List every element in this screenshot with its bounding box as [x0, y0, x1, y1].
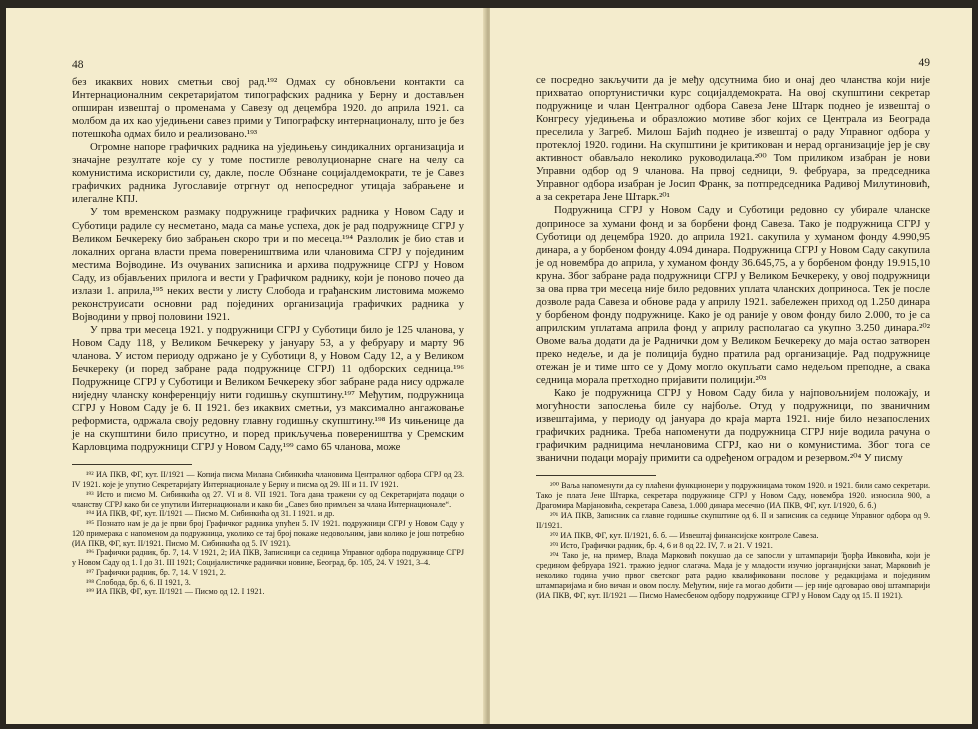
paragraph: Како је подружница СГРЈ у Новом Саду била у најповољнијем положају, и могућности запослења биле су најбоље. Отуд у подружници, по званичним извештајима, у периоду од јануара до краја марта 1921. није било незапослених графичких радника. Треба напоменути да подружница СГРЈ није водила рачуна о графичким радницима нечлановима СГРЈ, као ни о комунистима. Због тога се званични подаци морају примити са одређеном оградом и резервом.²⁰⁴ У писму [536, 387, 930, 465]
right-page [490, 8, 972, 724]
paragraph: У том временском размаку подружнице графичких радника у Новом Саду и Суботици радиле су несметано, мада са мање успеха, док је рад подружнице СГРЈ у Великом Бечкереку био забрањен скоро три и по месеца.¹⁹⁴ Разлолик је био став и локалних органа власти према повереништвима или члановима СГРЈ у појединим местима Војводине. Из очуваних записника и архива подружнице СГРЈ у Новом Саду, из објављених прилога и вести у Графичком раднику, који је поново почео да излази 1. априла,¹⁹⁵ неких вести у листу Слобода и грађанским листовима можемо реконструисати основни рад појединих организација графичких радника у Војводини у првој половини 1921. [72, 206, 464, 323]
footnote: ²⁰⁴ Тако је, на пример, Влада Марковић покушао да се запосли у штампарији Ђорђа Ивковића, који је средином фебруара 1921. тражио једног слагача. Мада је у младости изучио јорганџијски занат, Марковић је неколико година учио првог светског рата радио квалификовани послове у редакцијама и појединим штампаријама и био вичан и овом послу. Међутим, није га могао добити — јер није одговарао овој штампарији (ИА ПКВ, ФГ, кут. II/1921 — Писмо Намесбеном одбору подружнице СГРЈ у Новом Саду од 15. II 1921). [536, 551, 930, 601]
footnote: ¹⁹⁵ Познато нам је да је први број Графичког радника упућен 5. IV 1921. подружници СГРЈ у Новом Саду у 120 примерака с напоменом да подружница, уколико се тај број покаже недовољним, јави колико је још потребно (ИА ПКВ, ФГ, кут. II/1921. Писмо М. Сибинкића од 5. IV 1921). [72, 519, 464, 548]
paragraph: без икаквих нових сметњи свој рад.¹⁹² Одмах су обновљени контакти са Интернационалним секретаријатом типографских радника у Берну и достављен опширан извештај о променама у Савезу од децембра 1920. до априла 1921. са молбом да их као уједињени савез прими у Типографску интернационалу, што је без потешкоћа одмах било и реализовано.¹⁹³ [72, 76, 464, 141]
footnote: ²⁰⁰ Ваља напоменути да су плаћени функционери у подружницама током 1920. и 1921. били само секретари. Тако је плата Јене Штарка, секретара подружнице СГРЈ у Новом Саду, новембра 1920. износила 900, а Драгомира Марјановића, секретара Савеза, 1.000 динара месечно (ИА ПКВ, ФГ, кут. I/1920, б. б.) [536, 481, 930, 511]
footnote: ¹⁹⁹ ИА ПКВ, ФГ, кут. II/1921 — Писмо од 12. I 1921. [86, 587, 265, 597]
footnote: ²⁰³ Исто, Графички радник, бр. 4, 6 и 8 од 22. IV, 7. и 21. V 1921. [550, 541, 773, 551]
footnote-rule [72, 464, 192, 465]
footnotes [72, 470, 464, 597]
paragraph: У прва три месеца 1921. у подружници СГРЈ у Суботици било је 125 чланова, у Новом Саду 118, у Великом Бечкереку у јануару 53, а у фебруару и марту 96 чланова. У истом периоду одржано је у Суботици 8, у Новом Саду 12, а у Великом Бечкереку (и поред забране рада подружнице СГРЈ) 11 одборских седница.¹⁹⁶ Подружнице СГРЈ у Суботици и Великом Бечкереку због забране рада нису одржале ниједну чланску конференцију нити годишњу скупштину.¹⁹⁷ Међутим, подружница СГРЈ у Новом Саду је 6. II 1921. без икаквих сметњи, уз максимално ангажовање реформиста, одржала своју редовну главну годишњу скупштину.¹⁹⁸ Из чињенице да је на скупштини било присутно, и поред прикључења повереништва у Сремским Карловцима подружници СГРЈ у Новом Саду,¹⁹⁹ само 65 чланова, може [72, 323, 464, 454]
page-body [536, 74, 930, 465]
footnotes [536, 481, 930, 601]
paragraph: Огромне напоре графичких радника на уједињењу синдикалних организација и значајне резултате које су у томе постигле револуционарне снаге на челу са комунистима искористили су, дакле, после Обзнане социјалдемократи, те је Савез графичких радника Југославије отргнут од непосредног утицаја забрањене и илегалне КПЈ. [72, 141, 464, 206]
page-number: 48 [72, 59, 84, 71]
footnote: ¹⁹⁸ Слобода, бр. 6, 6. II 1921, 3. [86, 577, 191, 587]
footnote: ¹⁹⁷ Графички радник, бр. 7, 14. V 1921, 2. [86, 567, 226, 577]
footnote: ²⁰² ИА ПКВ, ФГ, кут. II/1921, б. б. — Извештај финансијске контроле Савеза. [550, 531, 819, 541]
paragraph: Подружница СГРЈ у Новом Саду и Суботици редовно су убирале чланске доприносе за хумани фонд и за борбени фонд Савеза. Тако је подружница СГРЈ у Суботици од децембра 1920. до априла 1921. сакупила у хуманом фонду 4.990,95 динара, а у борбеном фонду 4.094 динара. Подружница СГРЈ у Новом Саду сакупила је од новембра до априла, у хуманом фонду 36.645,75, а у борбеном фонду 19.915,10 круна. Због забране рада подружници СГРЈ у Великом Бечкереку, у овој подружници за ова прва три месеца није било редовних уплата чланских доприноса. Тек је после дозволе рада Савеза и обнове рада у априлу 1921. забележен приход од 1.250 динара у борбеном фонду подружнице. Како је од раније у овом фонду било 2.000, то је са априлским уплатама априла фонд у априлу располагао са укупно 3.250 динара.²⁰² Овоме ваља додати да је Раднички дом у Великом Бечкереку до маја остао затворен преко недеље, и да је полиција будно пратила рад организације. Рад подружнице отежан је и тиме што се у Дому могло окупљати само недељом преподне, а свака седница морала претходно пријавити полицији.²⁰³ [536, 204, 930, 387]
footnote-rule [536, 475, 656, 476]
left-page [6, 8, 486, 724]
footnote: ¹⁹⁶ Графички радник, бр. 7, 14. V 1921, 2; ИА ПКВ, Записници са седница Управног одбора подружнице СГРЈ у Новом Саду од 1. I до 31. III 1921; Социјалистичке раднички новине, Београд, бр. 105, 24. V 1921, 3–4. [72, 548, 464, 568]
footnote: ¹⁹³ Исто и писмо М. Сибинкића од 27. VI и 8. VII 1921. Тога дана тражени су од Секретаријата подаци о чланству СГРЈ како би се упутили Интернационали и како би „Савез био примљен за члана Интернационале“. [72, 489, 464, 509]
footnote: ²⁰¹ ИА ПКВ, Записник са главне годишње скупштине од 6. II и записник са седнице Управног одбора од 9. II/1921. [536, 511, 930, 531]
footnote: ¹⁹² ИА ПКВ, ФГ, кут. II/1921 — Копија писма Милана Сибинкића члановима Централног одбора СГРЈ од 23. IV 1921. које је упутио Секретаријату Интернационале у Берну и писма од 29. III и 11. IV 1921. [72, 470, 464, 490]
page-body [72, 76, 464, 454]
footnote: ¹⁹⁴ ИА ПКВ, ФГ, кут. II/1921 — Писмо М. Сибинкића од 31. I 1921. и др. [86, 509, 335, 519]
paragraph: се посредно закључити да је међу одсутнима био и онај део чланства који није прихватао опортунистички курс социјалдемократа. На овој скупштини секретар подружнице и члан Централног одбора Савеза Јене Штарк поднео је извештај о Конгресу уједињења и образложио мотиве због којих се Централа из Београда преселила у Загреб. Милош Бајић поднео је извештај о раду Управног одбора у протеклој 1920. години. На скупштини је критикован и нерад организације јер је сву активност обављало неколико руководилаца.²⁰⁰ Том приликом изабран је нови Управни одбор од 9 чланова. На првој седници, 9. фебруара, за председника Управног одбора изабран је Јосип Франк, за потпредседника Радивој Милутиновић, а за секретара Јене Штарк.²⁰¹ [536, 74, 930, 204]
page-number: 49 [918, 57, 930, 69]
